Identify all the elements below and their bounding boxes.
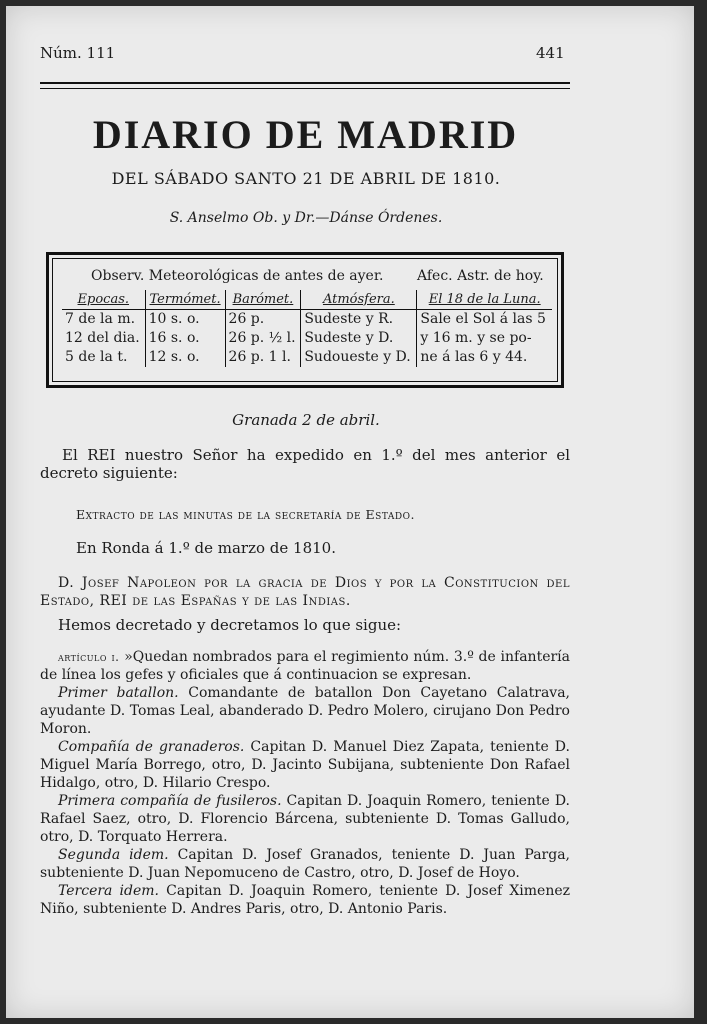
decree-opening: Hemos decretado y decretamos lo que sigue: [58, 616, 402, 634]
saints-of-day: S. Anselmo Ob. y Dr.—Dánse Órdenes. [169, 210, 443, 226]
col-epocas: Epocas. [62, 290, 145, 310]
intro-paragraph: El REI nuestro Señor ha expedido en 1.º del mes anterior el decreto siguiente: [40, 446, 570, 482]
decree-title: D. Josef Napoleon por la gracia de Dios y por la Constitucion del Estado, REI de las Españas y de las Indias. [40, 575, 570, 609]
articulo-label: artículo i. [58, 650, 120, 664]
page-number: 441 [536, 44, 565, 62]
col-termometro: Termómet. [145, 290, 225, 310]
astronomy-title: Afec. Astr. de hoy. [417, 268, 544, 284]
articulo-paragraph [40, 648, 570, 684]
unit-segunda: Segunda idem. Capitan D. Josef Granados, teniente D. Juan Parga, subteniente D. Juan Nepomuceno de Castro, otro, D. Josef de Hoyo. [40, 847, 571, 881]
articulo-text: »Quedan nombrados para el regimiento núm. 3.º de infantería de línea los gefes y oficiales que á continuacion se expresan. [40, 649, 570, 683]
col-atmosfera: Atmósfera. [301, 290, 417, 310]
newspaper-page [6, 6, 694, 1018]
table-row: 12 del dia. 16 s. o. 26 p. ½ l. Sudeste y D. y 16 m. y se po- [62, 329, 552, 348]
weather-observations-box [46, 252, 564, 388]
unit-primer-batallon: Primer batallon. Comandante de batallon Don Cayetano Calatrava, ayudante D. Tomas Leal, abanderado D. Pedro Molero, cirujano Don Pedro Moron. [40, 685, 570, 737]
header-rule-top [40, 82, 570, 84]
place-dateline: Granada 2 de abril. [232, 411, 380, 429]
table-row: 7 de la m. 10 s. o. 26 p. Sudeste y R. Sale el Sol á las 5 [62, 310, 552, 330]
weather-table [62, 290, 552, 367]
issue-number: Núm. 111 [40, 44, 116, 62]
unit-granaderos: Compañía de granaderos. Capitan D. Manuel Diez Zapata, teniente D. Miguel María Borrego, otro, D. Jacinto Subijana, subteniente Don Rafael Hidalgo, otro, D. Hilario Crespo. [40, 739, 570, 791]
col-barometro: Barómet. [225, 290, 301, 310]
ronda-dateline: En Ronda á 1.º de marzo de 1810. [76, 539, 336, 557]
col-luna: El 18 de la Luna. [417, 290, 552, 310]
table-row: 5 de la t. 12 s. o. 26 p. 1 l. Sudoueste y D. ne á las 6 y 44. [62, 348, 552, 367]
extract-heading: Extracto de las minutas de la secretaría de Estado. [76, 507, 415, 522]
header-rule-bottom [40, 88, 570, 89]
unit-primera-fusileros: Primera compañía de fusileros. Capitan D. Joaquin Romero, teniente D. Rafael Saez, otro, D. Florencio Bárcena, subteniente D. Tomas Galludo, otro, D. Torquato Herrera. [40, 793, 570, 845]
unit-tercera: Tercera idem. Capitan D. Joaquin Romero, teniente D. Josef Ximenez Niño, subteniente D. Andres Paris, otro, D. Antonio Paris. [40, 883, 570, 917]
dateline: DEL SÁBADO SANTO 21 DE ABRIL DE 1810. [111, 169, 501, 188]
weather-title: Observ. Meteorológicas de antes de ayer. [91, 268, 384, 284]
masthead-title: DIARIO DE MADRID [92, 112, 519, 157]
